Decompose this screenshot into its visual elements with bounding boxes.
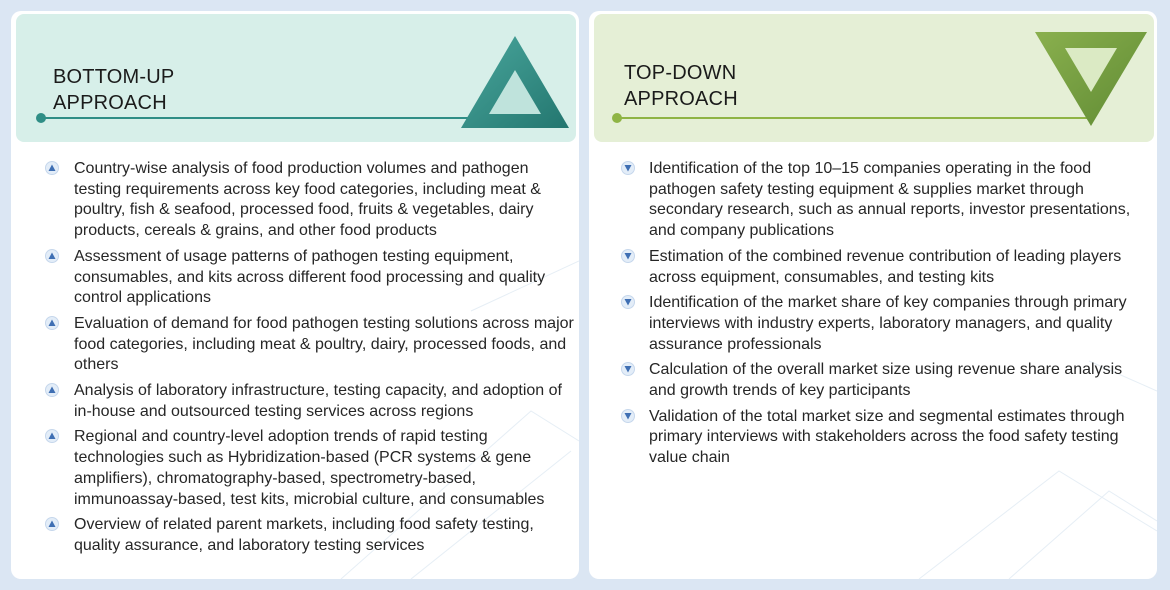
bottom-up-item-text: Evaluation of demand for food pathogen testing solutions across major food categories, including meat & poultry, dairy, processed foods, and others	[74, 314, 574, 374]
bottom-up-divider	[40, 117, 510, 119]
top-down-item-text: Identification of the top 10–15 companies operating in the food pathogen safety testing equipment & supplies market through secondary research, such as annual reports, investor presentations, and company publications	[649, 160, 1131, 240]
triangle-up-bullet-icon	[45, 517, 59, 531]
list-item	[11, 381, 579, 422]
list-item	[11, 314, 579, 376]
list-item	[589, 293, 1157, 355]
top-down-header	[594, 14, 1154, 142]
top-down-title-line1: TOP-DOWN	[624, 62, 737, 84]
triangle-up-bullet-icon	[45, 429, 59, 443]
bottom-up-panel	[11, 11, 579, 579]
bottom-up-header	[16, 14, 576, 142]
top-down-title	[624, 60, 738, 112]
triangle-up-bullet-icon	[45, 161, 59, 175]
list-item	[11, 515, 579, 556]
list-item	[11, 427, 579, 510]
triangle-up-bullet-icon	[45, 249, 59, 263]
top-down-divider	[616, 117, 1089, 119]
bottom-up-item-text: Assessment of usage patterns of pathogen testing equipment, consumables, and kits across different food processing and quality control applications	[74, 247, 546, 307]
top-down-item-text: Calculation of the overall market size using revenue share analysis and growth trends of key participants	[649, 361, 1123, 400]
top-down-item-text: Identification of the market share of key companies through primary interviews with industry experts, laboratory managers, and quality assurance professionals	[649, 294, 1127, 353]
list-item	[11, 159, 579, 242]
top-down-list	[589, 159, 1157, 474]
list-item	[589, 159, 1157, 242]
triangle-down-bullet-icon	[621, 249, 635, 263]
bottom-up-item-text: Country-wise analysis of food production volumes and pathogen testing requirements across key food categories, including meat & poultry, fish & seafood, processed food, fruits & vegetables, dairy products, cereals & grains, and other food products	[74, 160, 541, 240]
bottom-up-item-text: Analysis of laboratory infrastructure, testing capacity, and adoption of in-house and outsourced testing services across regions	[74, 382, 562, 420]
triangle-down-icon	[1033, 30, 1149, 128]
triangle-down-bullet-icon	[621, 161, 635, 175]
triangle-up-bullet-icon	[45, 383, 59, 397]
list-item	[589, 247, 1157, 288]
triangle-down-bullet-icon	[621, 362, 635, 376]
triangle-down-bullet-icon	[621, 295, 635, 309]
triangle-up-icon	[459, 34, 571, 130]
bottom-up-title	[53, 64, 174, 116]
top-down-panel	[589, 11, 1157, 579]
list-item	[11, 247, 579, 309]
triangle-down-bullet-icon	[621, 409, 635, 423]
list-item	[589, 407, 1157, 469]
bottom-up-title-line2: APPROACH	[53, 92, 167, 114]
bottom-up-divider-dot	[36, 113, 46, 123]
bottom-up-item-text: Regional and country-level adoption trends of rapid testing technologies such as Hybridization-based (PCR systems & gene amplifiers), chromatography-based, spectrometry-based, immunoassay-based, test kits, microbial culture, and consumables	[74, 428, 545, 508]
top-down-divider-dot	[612, 113, 622, 123]
bottom-up-title-line1: BOTTOM-UP	[53, 66, 175, 88]
list-item	[589, 360, 1157, 401]
top-down-title-line2: APPROACH	[624, 88, 738, 110]
triangle-up-bullet-icon	[45, 316, 59, 330]
top-down-item-text: Estimation of the combined revenue contribution of leading players across equipment, consumables, and testing kits	[649, 247, 1122, 286]
bottom-up-list	[11, 159, 579, 562]
bottom-up-item-text: Overview of related parent markets, including food safety testing, quality assurance, and laboratory testing services	[74, 516, 534, 554]
top-down-item-text: Validation of the total market size and segmental estimates through primary interviews with stakeholders across the food safety testing value chain	[649, 407, 1125, 467]
